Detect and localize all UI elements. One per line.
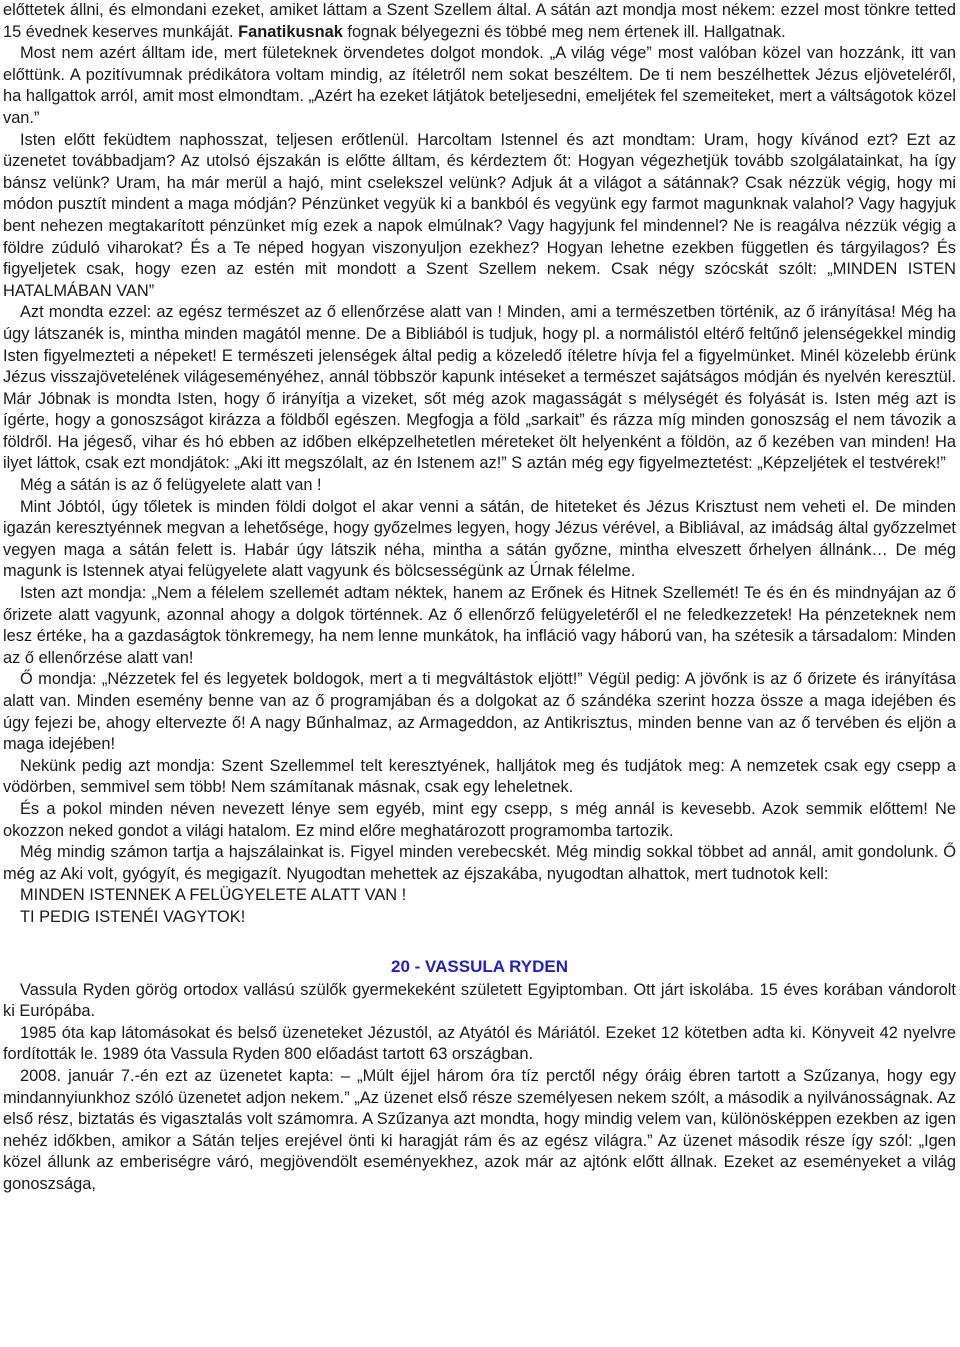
closing-line-1: MINDEN ISTENNEK A FELÜGYELETE ALATT VAN ! bbox=[20, 886, 407, 905]
paragraph-section-3: 2008. január 7.-én ezt az üzenetet kapta: – „Múlt éjjel három óra tíz perctől négy óráig ébren tartott a Szűzanya, hogy egy mindannyiunkhoz szóló üzenetet adjon nekem.” „Az üzenet első része személyesen nekem szólt, a második a nyilvánosságnak. Az első rész, biztatás és vigasztalás volt számomra. A Szűzanya azt mondta, hogy mindig velem van, különösképpen ezekben az igen nehéz időkben, amikor a Sátán teljes erejével önti ki haragját rám és az egész világra.” Az üzenet második része így szól: „Igen közel állunk az emberiségre váró, megjövendölt eseményekhez, azok már az ajtónk előtt állnak. Ezeket az eseményeket a világ gonoszsága, bbox=[3, 1066, 956, 1193]
paragraph-intro-1 bbox=[3, 0, 956, 43]
paragraph-intro-6: Mint Jóbtól, úgy tőletek is minden földi dolgot el akar venni a sátán, de hiteteket és Jézus Krisztust nem veheti el. De minden igazán keresztyénnek megvan a lehetősége, hogy győzelmes legyen, hogy Jézus vérével, a Bibliával, az imádság által győzzelmet vegyen maga a sátán felett is. Habár úgy látszik néha, mintha a sátán győzne, mintha elveszett őrhelyen állnánk… De még magunk is Istennek atyai felügyelete alatt vagyunk és bölcsességünk az Úrnak félelme. bbox=[3, 497, 956, 581]
paragraph-section-2: 1985 óta kap látomásokat és belső üzeneteket Jézustól, az Atyától és Máriától. Ezeket 12 kötetben adta ki. Könyveit 42 nyelvre fordították le. 1989 óta Vassula Ryden 800 előadást tartott 63 országban. bbox=[3, 1023, 956, 1064]
paragraph-intro-1-text-a: előttetek állni, és elmondani ezeket, amiket láttam a Szent Szellem által. A sátán azt mondja most nékem: ezzel most tönkre tetted 15 évednek keserves munkáját. bbox=[3, 1, 956, 41]
paragraph-section-1: Vassula Ryden görög ortodox vallású szülők gyermekeként született Egyiptomban. Ott járt iskolába. 15 éves korában vándorolt ki Európába. bbox=[3, 980, 956, 1021]
paragraph-intro-9: Nekünk pedig azt mondja: Szent Szellemmel telt keresztyének, halljátok meg és tudjátok meg: A nemzetek csak egy csepp a vödörben, semmivel sem több! Nem számítanak másnak, csak egy leheletnek. bbox=[3, 756, 956, 797]
paragraph-intro-8: Ő mondja: „Nézzetek fel és legyetek boldogok, mert a ti megváltástok eljött!” Végül pedig: A jövőnk is az ő őrizete és irányítása alatt van. Minden esemény benne van az ő programjában és a dolgokat az ő szándéka szerint hozza össze a maga idejében és úgy fejezi be, ahogy eltervezte ő! A nagy Bűnhalmaz, az Armageddon, az Antikrisztus, minden benne van az ő tervében és eljön a maga idejében! bbox=[3, 670, 956, 754]
paragraph-intro-7: Isten azt mondja: „Nem a félelem szellemét adtam néktek, hanem az Erőnek és Hitnek Szellemét! Te és én és mindnyájan az ő őrizete alatt vagyunk, azonnal ahogy a dolgok történnek. Az ő ellenőrző felügyeletéről el ne feledkezzetek! Ha pénzeteknek nem lesz értéke, ha a gazdaságtok tönkremegy, ha nem lenne munkátok, ha infláció vagy háború van, ha szétesik a társadalom: Minden az ő ellenőrzése alatt van! bbox=[3, 584, 956, 667]
paragraph-intro-2: Most nem azért álltam ide, mert fületeknek örvendetes dolgot mondok. „A világ vége” most valóban közel van hozzánk, itt van előttünk. A pozitívumnak prédikátora voltam mindig, az ítéletről nem sokat beszéltem. De ti nem beszélhettek Jézus eljöveteléről, ha hallgattok arról, amit most elmondtam. „Azért ha ezeket látjátok beteljesedni, emeljétek fel szemeiteket, mert a váltságotok közel van.” bbox=[3, 44, 956, 127]
section-heading: 20 - VASSULA RYDEN bbox=[391, 956, 568, 976]
paragraph-intro-4: Azt mondta ezzel: az egész természet az ő ellenőrzése alatt van ! Minden, ami a természetben történik, az ő irányítása! Még ha úgy látszanék is, mintha minden magától menne. De a Bibliából is tudjuk, hogy pl. a normálistól eltérő feltűnő jelenségekkel mindig Isten figyelmezteti a népeket! E természeti jelenségek által pedig a közeledő ítéletre hívja fel a figyelmünket. Minél közelebb érünk Jézus visszajövetelének világeseményéhez, annál többször kapunk intéseket a természet sajátságos módján és nyelvén keresztül. Már Jóbnak is mondta Isten, hogy ő irányítja a vizeket, sőt még azok magasságát s mélységét és folyását is. Isten még azt is ígérte, hogy a gonoszságot kirázza a földből egészen. Megfogja a föld „sarkait” és rázza míg minden gonoszság el nem távozik a földről. Ha jégeső, vihar és hó ebben az időben elképzelhetetlen méreteket ölt helyenként a földön, az ő kezében van minden! Ha ilyet láttok, csak ezt mondjátok: „Aki itt megszólalt, az én Istenem az!” S aztán még egy figyelmeztetést: „Képzeljétek el testvérek!” bbox=[3, 303, 956, 473]
emphasis-fanatikusnak: Fanatikusnak bbox=[238, 22, 343, 41]
paragraph-intro-5: Még a sátán is az ő felügyelete alatt van ! bbox=[20, 476, 322, 495]
paragraph-intro-10: És a pokol minden néven nevezett lénye sem egyéb, mint egy csepp, s még annál is kevesebb. Azok semmik előttem! Ne okozzon neked gondot a világi hatalom. Ez mind előre meghatározott programomba tartozik. bbox=[3, 799, 956, 840]
paragraph-intro-1-text-b: fognak bélyegezni és többé meg nem értenek ill. Hallgatnak. bbox=[342, 22, 786, 41]
closing-line-2: TI PEDIG ISTENÉI VAGYTOK! bbox=[20, 907, 246, 926]
paragraph-intro-3: Isten előtt feküdtem naphosszat, teljesen erőtlenül. Harcoltam Istennel és azt mondtam: Uram, hogy kívánod ezt? Ezt az üzenetet továbbadjam? Az utolsó éjszakán is előtte álltam, és kérdeztem őt: Hogyan végezhetjük tovább szolgálatainkat, ha így bánsz velünk? Uram, ha már merül a hajó, mint cselekszel velünk? Adjuk át a világot a sátánnak? Csak nézzük végig, hogy mi módon pusztít mindent a maga módján? Pénzünket vegyük ki a bankból és vegyünk egy farmot magunknak valahol? Vagy hagyjuk bent nehezen megtakarított pénzünket míg ezek a napok elmúlnak? Vagy hagyjunk fel mindennel? Ne is reagálva nézzük végig a földre zúduló viharokat? És a Te néped hogyan viszonyuljon ezekhez? Hogyan lehetne ezekben független és tárgyilagos? És figyeljetek csak, hogy ezen az estén mit mondott a Szent Szellem nekem. Csak négy szócskát szólt: „MINDEN ISTEN HATALMÁBAN VAN” bbox=[3, 130, 956, 300]
paragraph-intro-11: Még mindig számon tartja a hajszálainkat is. Figyel minden verebecskét. Még mindig sokkal többet ad annál, amit gondolunk. Ő még az Aki volt, gyógyít, és megigazít. Nyugodtan mehettek az éjszakába, nyugodtan alhattok, mert tudnotok kell: bbox=[3, 843, 956, 883]
